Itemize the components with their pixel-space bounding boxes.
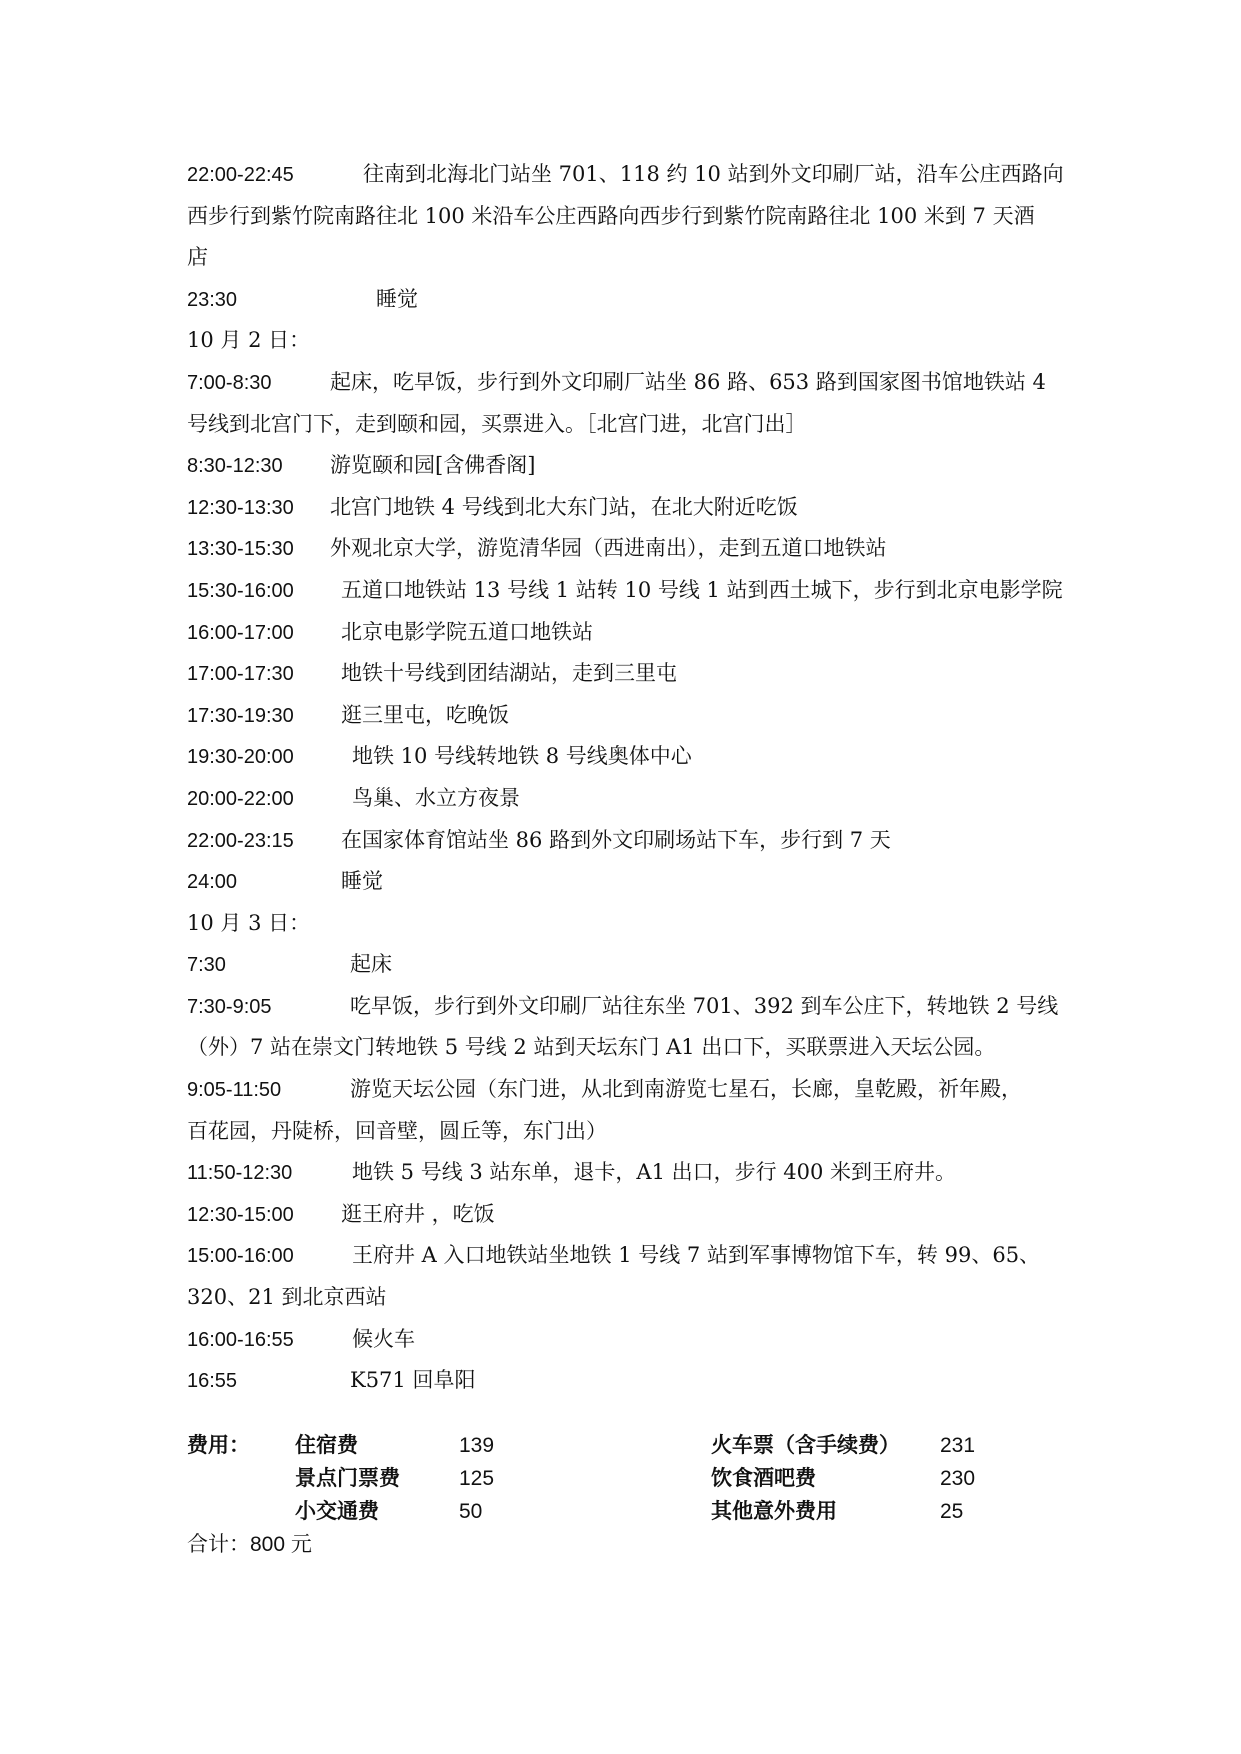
fee-value: 139 bbox=[459, 1434, 495, 1457]
time-range: 8:30-12:30 bbox=[187, 455, 283, 478]
time-range: 17:30-19:30 bbox=[187, 704, 294, 727]
schedule-entry bbox=[187, 528, 1067, 570]
entry-text: 起床 bbox=[350, 952, 392, 977]
time-range: 16:00-17:00 bbox=[187, 621, 294, 644]
time-range: 7:00-8:30 bbox=[187, 371, 272, 394]
entry-text: 候火车 bbox=[352, 1326, 415, 1351]
schedule-entry bbox=[187, 154, 1067, 196]
entry-text: 鸟巢、水立方夜景 bbox=[352, 785, 520, 810]
fee-row bbox=[187, 1462, 1067, 1495]
fees-section bbox=[187, 1429, 1067, 1561]
schedule-entry bbox=[187, 695, 1067, 737]
schedule-entry bbox=[187, 944, 1067, 986]
schedule-entry bbox=[187, 820, 1067, 862]
time-range: 16:00-16:55 bbox=[187, 1328, 294, 1351]
schedule-entry bbox=[187, 362, 1067, 404]
fee-value: 230 bbox=[940, 1467, 976, 1490]
time-range: 22:00-22:45 bbox=[187, 164, 294, 186]
entry-text: 地铁 10 号线转地铁 8 号线奥体中心 bbox=[352, 744, 692, 769]
entry-text: 睡觉 bbox=[341, 869, 383, 894]
day-heading: 10 月 3 日： bbox=[187, 910, 311, 935]
fee-item: 小交通费 bbox=[295, 1500, 379, 1523]
fee-item: 其他意外费用 bbox=[711, 1500, 837, 1523]
entry-text: 游览颐和园[含佛香阁] bbox=[330, 453, 536, 478]
time-range: 12:30-13:30 bbox=[187, 496, 294, 519]
entry-continuation: 320、21 到北京西站 bbox=[187, 1285, 387, 1310]
itinerary bbox=[187, 154, 1067, 1402]
schedule-entry bbox=[187, 1235, 1067, 1277]
entry-text: 地铁十号线到团结湖站，走到三里屯 bbox=[341, 661, 677, 686]
fee-row bbox=[187, 1495, 1067, 1528]
schedule-entry bbox=[187, 1069, 1067, 1111]
schedule-entry bbox=[187, 653, 1067, 695]
entry-continuation: 西步行到紫竹院南路往北 100 米沿车公庄西路向西步行到紫竹院南路往北 100 米到 7 天酒 bbox=[187, 203, 1035, 228]
schedule-entry bbox=[187, 570, 1067, 612]
entry-text: 逛三里屯，吃晚饭 bbox=[341, 702, 509, 727]
entry-continuation: 百花园，丹陡桥，回音壁，圆丘等，东门出） bbox=[187, 1118, 607, 1143]
schedule-entry bbox=[187, 1319, 1067, 1361]
time-range: 20:00-22:00 bbox=[187, 787, 294, 810]
fee-item: 景点门票费 bbox=[295, 1467, 400, 1490]
schedule-entry bbox=[187, 861, 1067, 903]
schedule-entry bbox=[187, 445, 1067, 487]
fee-value: 231 bbox=[940, 1434, 976, 1457]
fee-value: 25 bbox=[940, 1500, 964, 1523]
time-range: 15:30-16:00 bbox=[187, 579, 294, 602]
entry-continuation: 号线到北宫门下，走到颐和园，买票进入。［北宫门进，北宫门出］ bbox=[187, 411, 807, 436]
entry-continuation: （外）7 站在崇文门转地铁 5 号线 2 站到天坛东门 A1 出口下，买联票进入天坛公园。 bbox=[187, 1035, 996, 1060]
entry-text: K571 回阜阳 bbox=[350, 1368, 476, 1393]
schedule-entry bbox=[187, 279, 1067, 321]
schedule-entry bbox=[187, 487, 1067, 529]
time-range: 17:00-17:30 bbox=[187, 663, 294, 686]
time-range: 9:05-11:50 bbox=[187, 1079, 282, 1102]
time-range: 23:30 bbox=[187, 288, 238, 311]
schedule-entry bbox=[187, 612, 1067, 654]
fee-item: 火车票（含手续费） bbox=[711, 1434, 900, 1457]
time-range: 11:50-12:30 bbox=[187, 1162, 293, 1185]
entry-text: 王府井 A 入口地铁站坐地铁 1 号线 7 站到军事博物馆下车，转 99、65、 bbox=[352, 1243, 1041, 1268]
time-range: 13:30-15:30 bbox=[187, 538, 294, 561]
schedule-entry bbox=[187, 778, 1067, 820]
time-range: 16:55 bbox=[187, 1370, 238, 1393]
time-range: 24:00 bbox=[187, 871, 238, 894]
day-heading: 10 月 2 日： bbox=[187, 328, 311, 353]
fees-total: 合计：800 元 bbox=[187, 1533, 312, 1556]
schedule-entry bbox=[187, 1152, 1067, 1194]
entry-text: 地铁 5 号线 3 站东单，退卡，A1 出口，步行 400 米到王府井。 bbox=[352, 1160, 957, 1185]
entry-continuation: 店 bbox=[187, 245, 208, 270]
entry-text: 逛王府井 ，吃饭 bbox=[341, 1201, 495, 1226]
entry-text: 吃早饭，步行到外文印刷厂站往东坐 701、392 到车公庄下，转地铁 2 号线 bbox=[350, 993, 1059, 1018]
schedule-entry bbox=[187, 986, 1067, 1028]
entry-text: 往南到北海北门站坐 701、118 约 10 站到外文印刷厂站，沿车公庄西路向 bbox=[363, 162, 1064, 186]
fee-item: 饮食酒吧费 bbox=[711, 1467, 816, 1490]
time-range: 19:30-20:00 bbox=[187, 746, 294, 769]
schedule-entry bbox=[187, 1194, 1067, 1236]
entry-text: 睡觉 bbox=[376, 286, 418, 311]
time-range: 7:30 bbox=[187, 954, 226, 977]
fee-value: 50 bbox=[459, 1500, 483, 1523]
entry-text: 北京电影学院五道口地铁站 bbox=[341, 619, 593, 644]
time-range: 12:30-15:00 bbox=[187, 1203, 294, 1226]
fees-label: 费用： bbox=[187, 1434, 250, 1457]
entry-text: 起床，吃早饭，步行到外文印刷厂站坐 86 路、653 路到国家图书馆地铁站 4 bbox=[330, 369, 1046, 394]
time-range: 15:00-16:00 bbox=[187, 1245, 294, 1268]
time-range: 22:00-23:15 bbox=[187, 829, 294, 852]
entry-text: 在国家体育馆站坐 86 路到外文印刷场站下车，步行到 7 天 bbox=[341, 827, 891, 852]
entry-text: 游览天坛公园（东门进，从北到南游览七星石，长廊，皇乾殿，祈年殿， bbox=[350, 1077, 1022, 1102]
time-range: 7:30-9:05 bbox=[187, 995, 272, 1018]
schedule-entry bbox=[187, 1360, 1067, 1402]
entry-text: 北宫门地铁 4 号线到北大东门站，在北大附近吃饭 bbox=[330, 494, 798, 519]
fee-row bbox=[187, 1429, 1067, 1462]
entry-text: 五道口地铁站 13 号线 1 站转 10 号线 1 站到西土城下，步行到北京电影学院 bbox=[341, 577, 1063, 602]
fee-value: 125 bbox=[459, 1467, 495, 1490]
entry-text: 外观北京大学，游览清华园（西进南出），走到五道口地铁站 bbox=[330, 536, 887, 561]
schedule-entry bbox=[187, 736, 1067, 778]
fee-item: 住宿费 bbox=[295, 1434, 358, 1457]
